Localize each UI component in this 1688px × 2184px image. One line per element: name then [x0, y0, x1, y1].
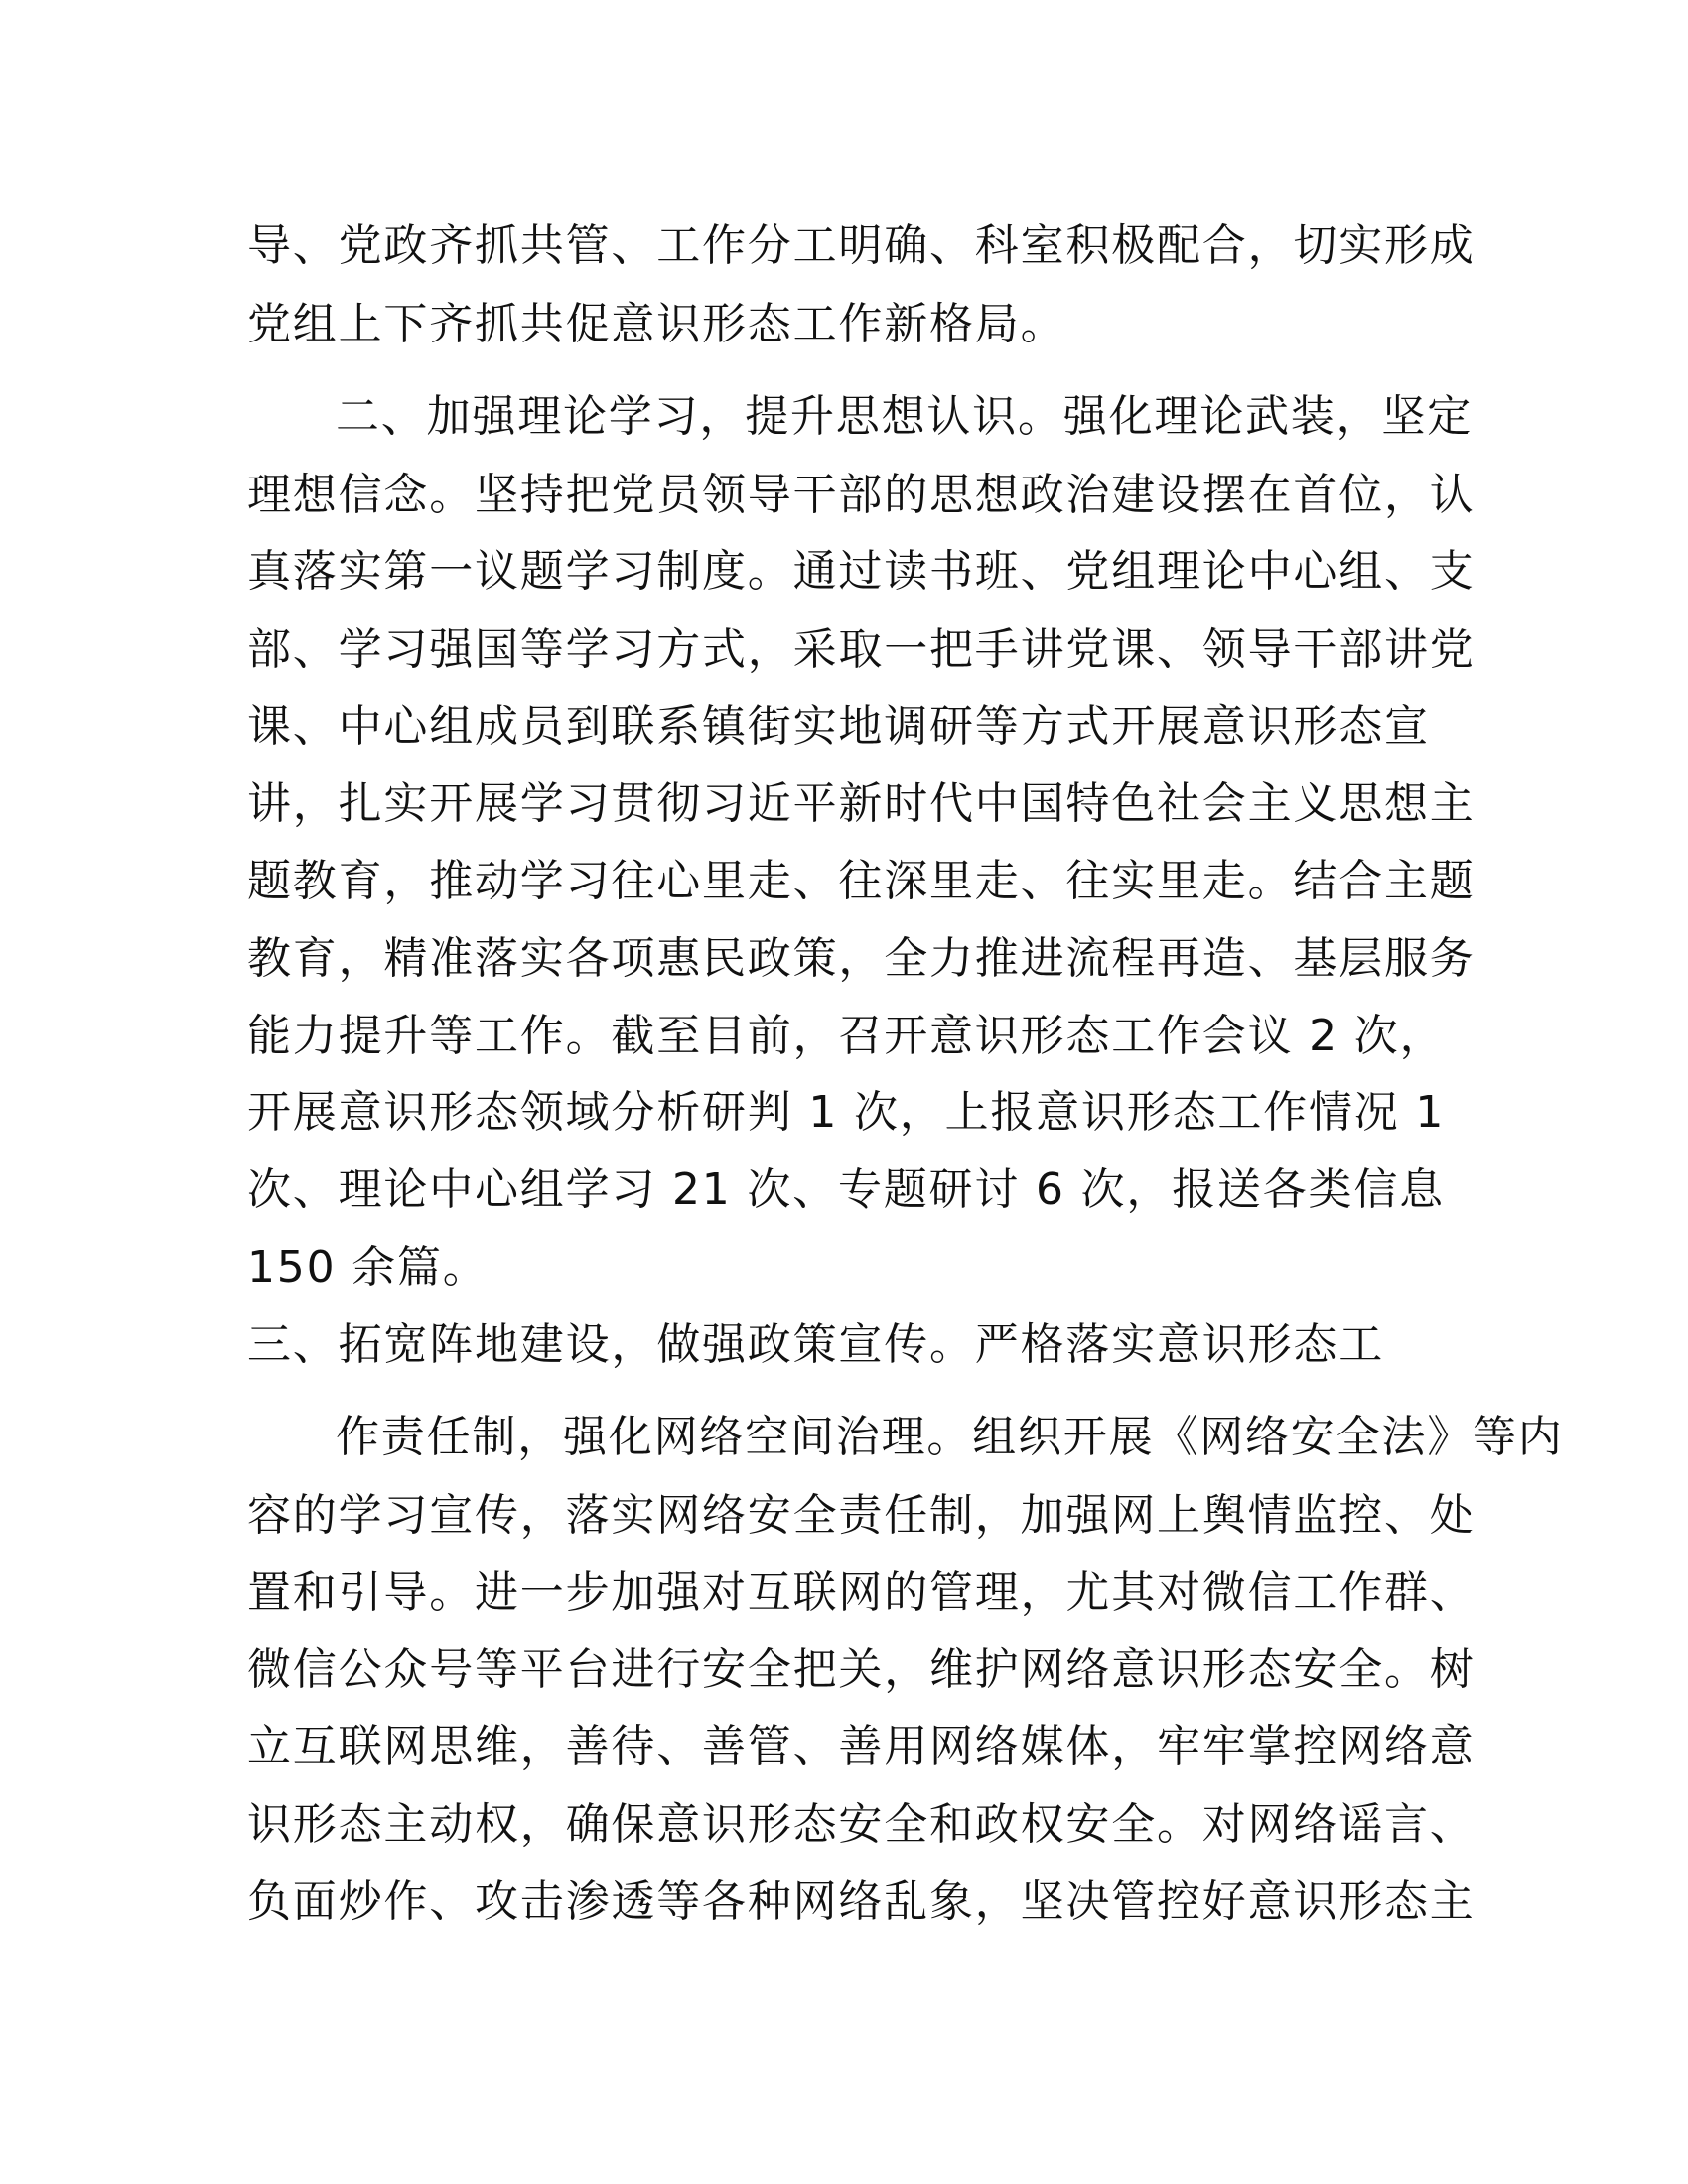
- text-line: 三、拓宽阵地建设，做强政策宣传。严格落实意识形态工: [247, 1319, 1384, 1370]
- text-line: 150 余篇。: [247, 1242, 489, 1293]
- section-heading-line: 作责任制，强化网络空间治理。组织开展《网络安全法》等内: [336, 1412, 1564, 1462]
- text-line: 真落实第一议题学习制度。通过读书班、党组理论中心组、支: [247, 546, 1476, 597]
- text-line: 容的学习宣传，落实网络安全责任制，加强网上舆情监控、处: [247, 1490, 1476, 1541]
- text-line: 部、学习强国等学习方式，采取一把手讲党课、领导干部讲党: [247, 624, 1476, 675]
- text-line: 题教育，推动学习往心里走、往深里走、往实里走。结合主题: [247, 856, 1476, 906]
- text-line: 立互联网思维，善待、善管、善用网络媒体，牢牢掌控网络意: [247, 1721, 1476, 1772]
- text-line: 置和引导。进一步加强对互联网的管理，尤其对微信工作群、: [247, 1568, 1476, 1618]
- text-line: 教育，精准落实各项惠民政策，全力推进流程再造、基层服务: [247, 933, 1476, 984]
- text-line: 识形态主动权，确保意识形态安全和政权安全。对网络谣言、: [247, 1799, 1476, 1849]
- text-line: 负面炒作、攻击渗透等各种网络乱象，坚决管控好意识形态主: [247, 1876, 1476, 1927]
- text-line: 课、中心组成员到联系镇街实地调研等方式开展意识形态宣: [247, 701, 1430, 751]
- text-line: 理想信念。坚持把党员领导干部的思想政治建设摆在首位，认: [247, 470, 1476, 520]
- text-line: 导、党政齐抓共管、工作分工明确、科室积极配合，切实形成: [247, 220, 1476, 271]
- text-line: 开展意识形态领域分析研判 1 次，上报意识形态工作情况 1: [247, 1087, 1446, 1138]
- text-line: 微信公众号等平台进行安全把关，维护网络意识形态安全。树: [247, 1644, 1476, 1695]
- text-line: 次、理论中心组学习 21 次、专题研讨 6 次，报送各类信息: [247, 1164, 1445, 1215]
- text-line: 党组上下齐抓共促意识形态工作新格局。: [247, 299, 1066, 349]
- section-heading-line: 二、加强理论学习，提升思想认识。强化理论武装，坚定: [336, 391, 1473, 442]
- text-line: 能力提升等工作。截至目前，召开意识形态工作会议 2 次，: [247, 1011, 1446, 1061]
- text-line: 讲，扎实开展学习贯彻习近平新时代中国特色社会主义思想主: [247, 778, 1476, 829]
